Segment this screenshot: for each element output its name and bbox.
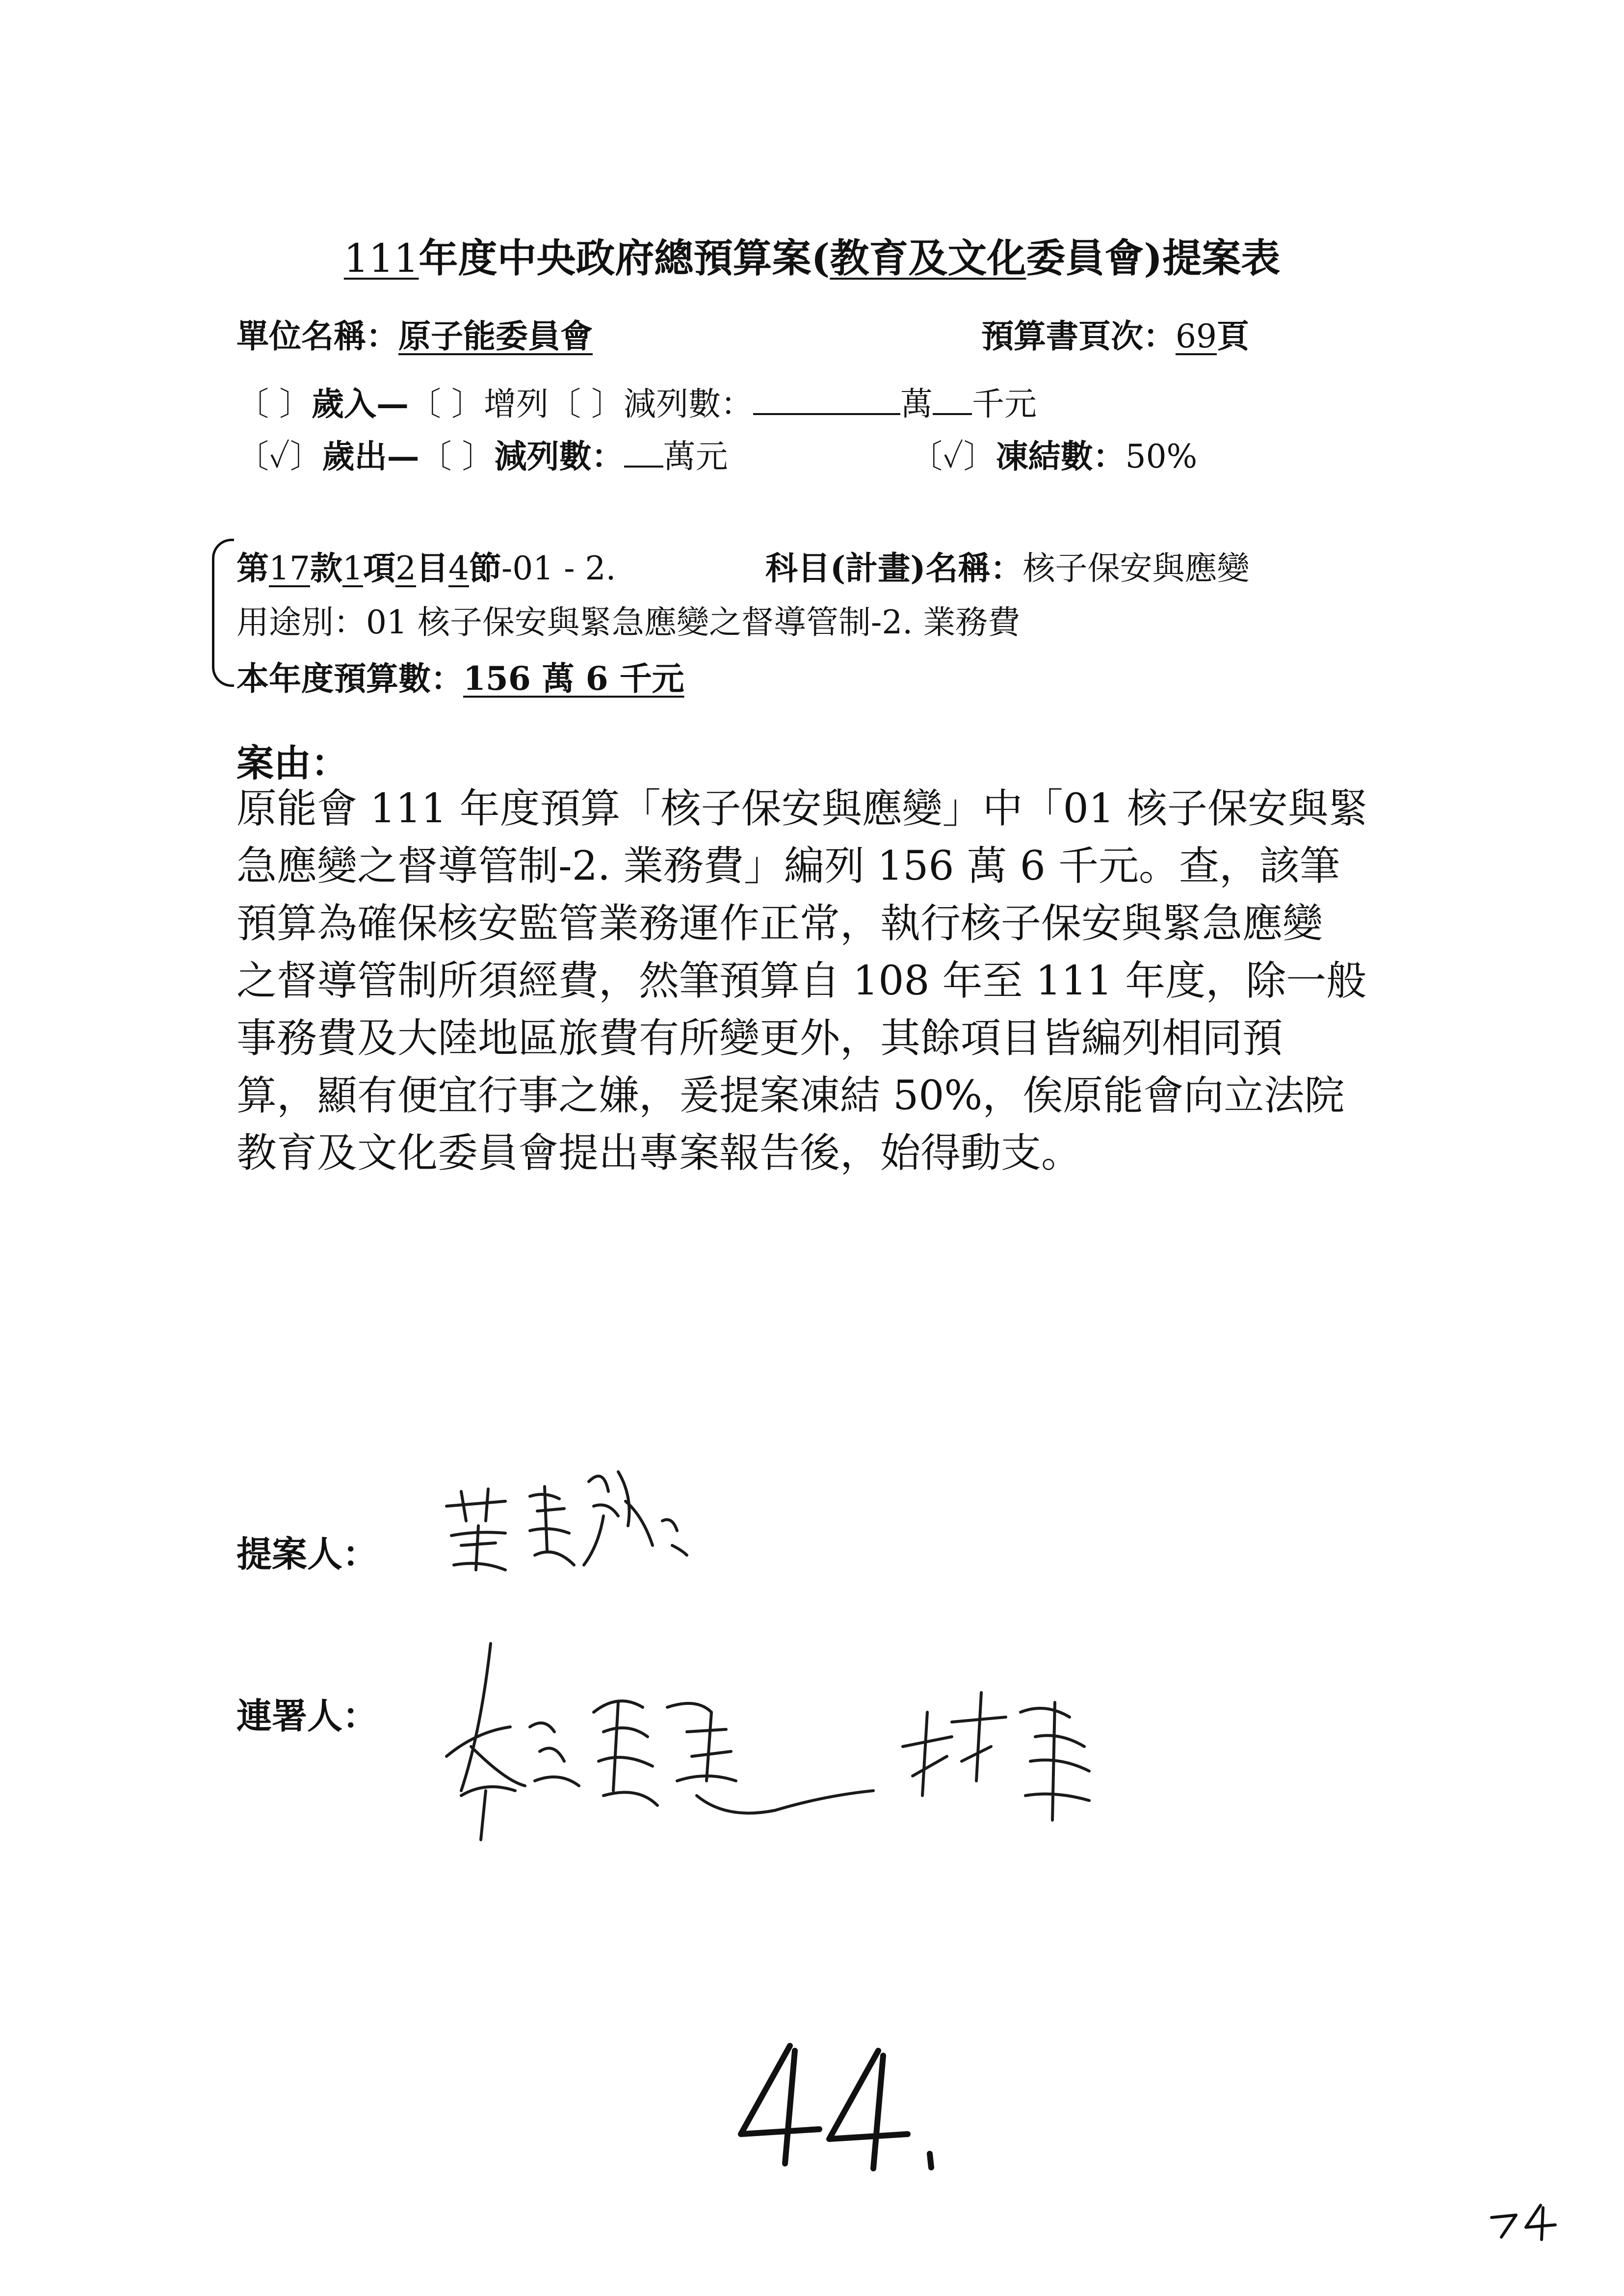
title-mid: 年度中央政府總預算案(: [419, 235, 830, 281]
qian-blank: [933, 408, 972, 415]
amount-blank: [753, 408, 900, 415]
expense-decrease-checkbox: 〔 〕: [419, 438, 495, 475]
amount-value: 156 萬 6 千元: [463, 659, 684, 698]
subject-value: 核子保安與應變: [1022, 549, 1250, 587]
reason-line: 預算為確保核安監管業務運作正常，執行核子保安與緊急應變: [236, 900, 1323, 947]
proposer-label: 提案人：: [236, 1533, 378, 1575]
freeze-value: 50%: [1125, 438, 1198, 475]
increase-label: 增列: [483, 385, 549, 423]
reason-body: [236, 780, 1493, 1182]
title-end: 委員會)提案表: [1026, 235, 1281, 281]
unit-value: 原子能委員會: [398, 317, 593, 355]
page-ref-value: 69: [1176, 317, 1217, 355]
page-ref-suffix: 頁: [1216, 317, 1249, 355]
title-committee: 教育及文化: [830, 235, 1026, 281]
budget-item-line: [236, 542, 616, 589]
revenue-label: 歲入—: [311, 385, 409, 423]
item-bracket: [212, 539, 234, 687]
decrease-label: 減列數：: [623, 385, 753, 423]
decrease-checkbox: 〔 〕: [548, 385, 624, 423]
mu-label: 目: [416, 549, 448, 587]
freeze-label: 凍結數：: [995, 437, 1126, 475]
page-ref-label: 預算書頁次：: [981, 317, 1176, 355]
reason-line: 事務費及大陸地區旅費有所變更外，其餘項目皆編列相同預: [236, 1015, 1283, 1062]
freeze-checkbox: 〔✓〕: [910, 438, 996, 475]
corner-mark: [1487, 2198, 1565, 2242]
jie-label: 節: [469, 549, 501, 587]
expense-line: [236, 430, 728, 477]
freeze-group: [910, 430, 1197, 477]
reason-line: 急應變之督導管制-2. 業務費」編列 156 萬 6 千元。查，該筆: [236, 843, 1340, 889]
unit-name-row: [236, 310, 593, 357]
expense-checkbox: 〔✓〕: [236, 438, 322, 475]
cosigner-signatures: [432, 1634, 1187, 1889]
jie-number: 4: [448, 549, 469, 587]
qian-unit: 千元: [971, 385, 1037, 423]
unit-label: 單位名稱：: [236, 317, 398, 355]
kuan-prefix: 第: [236, 549, 269, 587]
revenue-checkbox: 〔 〕: [236, 385, 312, 423]
reason-line: 原能會 111 年度預算「核子保安與應變」中「01 核子保安與緊: [236, 785, 1369, 832]
xiang-label: 項: [363, 549, 395, 587]
xiang-number: 1: [342, 549, 363, 587]
amount-label: 本年度預算數：: [236, 659, 463, 698]
page-title: [0, 227, 1624, 283]
increase-checkbox: 〔 〕: [408, 385, 484, 423]
title-year: 111: [343, 235, 419, 281]
proposer-signature: [432, 1452, 736, 1599]
mu-number: 2: [395, 549, 416, 587]
reason-heading: 案由：: [236, 741, 348, 785]
reason-line: 之督導管制所須經費，然筆預算自 108 年至 111 年度，除一般: [236, 958, 1367, 1004]
item-code: -01 - 2.: [501, 549, 616, 587]
kuan-label: 款: [310, 549, 342, 587]
page-ref-row: [981, 310, 1249, 357]
subject-line: [765, 542, 1249, 589]
expense-decrease-label: 減列數：: [494, 437, 624, 475]
reason-line: 教育及文化委員會提出專案報告後，始得動支。: [236, 1130, 1082, 1176]
wan-unit: 萬: [900, 385, 933, 423]
expense-label: 歲出—: [322, 437, 419, 475]
reason-line: 算，顯有便宜行事之嫌，爰提案凍結 50%，俟原能會向立法院: [236, 1072, 1345, 1119]
subject-label: 科目(計畫)名稱：: [765, 549, 1023, 587]
usage-line: 用途別：01 核子保安與緊急應變之督導管制-2. 業務費: [236, 603, 1021, 641]
cosigner-label: 連署人：: [236, 1695, 378, 1737]
expense-amount-blank: [624, 461, 663, 468]
expense-unit: 萬元: [663, 438, 728, 475]
revenue-line: [236, 378, 1037, 424]
handwritten-page-number: [731, 2036, 967, 2178]
budget-amount-line: [236, 652, 684, 699]
kuan-number: 17: [269, 549, 310, 587]
